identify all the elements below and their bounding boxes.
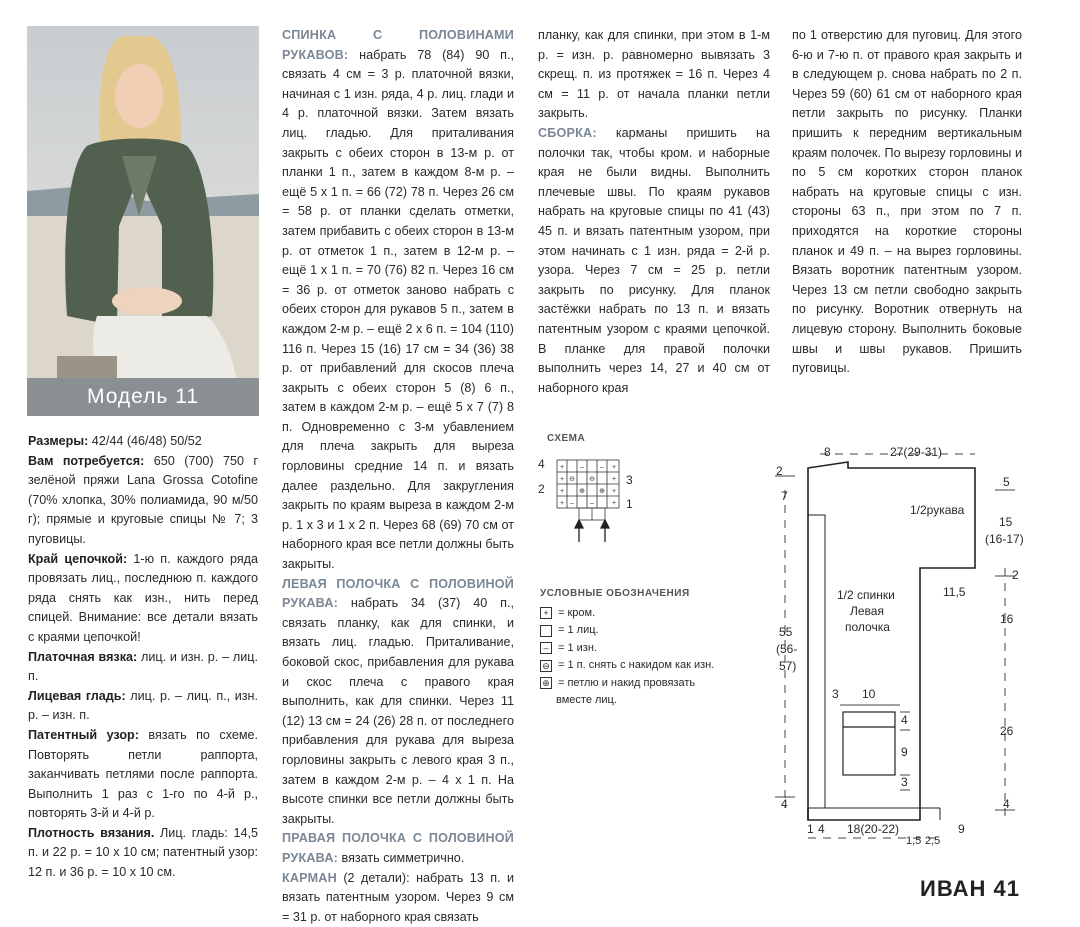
dim-label: 3 xyxy=(901,775,908,789)
dim-label: 5 xyxy=(1003,475,1010,489)
garter-text: лиц. и изн. р. – лиц. п. xyxy=(28,649,258,684)
scheme-row-1: 1 xyxy=(626,497,633,511)
assembly-text: карманы пришить на полочки так, чтобы кром. и наборные края не были видны. Выполнить плечевые швы. По краям рукавов набрать на круговые спицы по 41 (43) 45 п. и вязать патентным узором, при этом начинать с 1 изн. ряда = 2-й р. узора. Через 7 см = 25 р. петли закрыть по рисунку. Для планок застёжки набрать по 13 п. и вязать патентным узором с краями цепочкой. В планке для правой полочки выполнить через 14, 27 и 40 см от наборного края xyxy=(538,125,770,395)
dim-label: 57) xyxy=(779,659,797,673)
back-text: набрать 78 (84) 90 п., связать 4 см = 3 р. платочной вязки, начиная с 1 изн. ряда, 4 р. лиц. глади и 4 р. платочной вязки. Затем вязать лиц. гладью. Для приталивания закрыть с обеих сторон в 13-м р. от планки 1 п., затем в каждом 8-м р. – ещё 5 х 1 п. = 66 (72) 78 п. Через 26 см = 58 р. от планки сделать отметки, затем прибавить с обеих сторон в 13-м р. от отметок 1 п., затем в 12-м р. – ещё 1 х 1 п. = 70 (76) 82 п. Через 16 см = 36 р. от отметок заново набрать с обеих сторон для рукавов 5 п., затем в каждом 2-м р. – ещё 2 х 6 п. = 104 (110) 116 п. Через 15 (16) 17 см = 34 (36) 38 р. от прибавлений для скосов плеча закрыть с обеих сторон 5 (8) 6 п., затем в каждом 2-м р. – ещё 5 х 7 (7) 8 п. Одновременно с 3-м убавлением для плеча закрыть для выреза горловины средние 14 п. и вязать далее раздельно. Для закругления закрыть по краям выреза в каждом 2-м р. 1 х 3 и 1 х 2 п. Через 68 (69) 70 см от наборного края все петли должны быть закрыты. xyxy=(282,47,514,572)
svg-text:–: – xyxy=(570,500,574,507)
piece-label: 1/2рукава xyxy=(910,503,965,517)
dim-label: 3 xyxy=(832,687,839,701)
density-text: Лиц. гладь: 14,5 п. и 22 р. = 10 х 10 см; патентный узор: 12 п. и 36 р. = 10 х 10 см. xyxy=(28,825,258,880)
model-photo-image xyxy=(27,26,259,416)
edge-stitch-icon: + xyxy=(540,607,552,619)
dim-label: 9 xyxy=(958,822,965,836)
scheme-title: СХЕМА xyxy=(547,433,586,444)
dim-label: 27(29-31) xyxy=(890,445,943,459)
assembly-heading: СБОРКА: xyxy=(538,125,597,140)
scheme-row-4: 4 xyxy=(538,457,545,471)
dim-label: 4 xyxy=(901,713,908,727)
legend-item: вместе лиц. xyxy=(556,694,617,706)
dim-label: 1,5 xyxy=(906,835,922,847)
right-front-text: вязать симметрично. xyxy=(338,850,465,865)
legend xyxy=(540,585,714,710)
back-heading: СПИНКА С ПОЛОВИНАМИ РУКАВОВ: xyxy=(282,28,514,62)
knit-together-icon: ⊕ xyxy=(540,677,552,689)
dim-label: (16-17) xyxy=(985,532,1024,546)
column-back-fronts xyxy=(282,26,514,927)
svg-text:⊕: ⊕ xyxy=(599,488,605,495)
density-label: Плотность вязания. xyxy=(28,825,155,840)
column-materials xyxy=(28,432,258,883)
dim-label: 26 xyxy=(1000,724,1014,738)
legend-item: = 1 лиц. xyxy=(540,622,714,640)
knit-stitch-icon xyxy=(540,625,552,637)
legend-item: ⊕ = петлю и накид провязать xyxy=(540,675,714,693)
svg-text:–: – xyxy=(590,500,594,507)
svg-text:+: + xyxy=(559,500,565,507)
svg-text:+: + xyxy=(611,476,617,483)
dim-label: (56- xyxy=(776,642,798,656)
sizes-text: 42/44 (46/48) 50/52 xyxy=(88,434,202,448)
dim-label: 4 xyxy=(781,797,788,811)
scheme-row-3: 3 xyxy=(626,473,633,487)
dim-label: 7 xyxy=(781,489,788,503)
svg-text:+: + xyxy=(559,488,565,495)
dim-label: 2 xyxy=(1012,568,1019,582)
left-front-heading: ЛЕВАЯ ПОЛОЧКА С ПОЛОВИНОЙ РУКАВА: xyxy=(282,576,514,611)
dim-label: 9 xyxy=(901,745,908,759)
model-photo xyxy=(27,26,259,416)
column-assembly xyxy=(538,26,770,398)
left-front-text: набрать 34 (37) 40 п., связать планку, как для спинки, и вязать лиц. гладью. Приталивание, боковой скос, прибавления для рукава и скос плеча с правого края выполнить, как для спинки. Через 11 (12) 13 см = 24 (26) 28 п. от последнего прибавления для рукава для выреза горловины закрыть с левого края 3 п., затем в каждом 2-м р. – 4 х 1 п. На высоте спинки все петли должны быть закрыты. xyxy=(282,596,514,826)
sizes-label: Размеры: xyxy=(28,434,89,448)
right-front-heading: ПРАВАЯ ПОЛОЧКА С ПОЛОВИНОЙ РУКАВА: xyxy=(282,831,514,865)
dim-label: 55 xyxy=(779,625,793,639)
dim-label: 16 xyxy=(1000,612,1014,626)
svg-text:–: – xyxy=(600,464,604,471)
purl-stitch-icon: – xyxy=(540,642,552,654)
model-caption: Модель 11 xyxy=(27,378,259,416)
svg-text:⊖: ⊖ xyxy=(589,476,595,483)
dim-label: 8 xyxy=(824,445,831,459)
dim-label: 2,5 xyxy=(925,835,941,847)
stockinette-text: лиц. р. – лиц. п., изн. р. – изн. п. xyxy=(28,688,258,723)
pocket-heading: КАРМАН xyxy=(282,870,337,885)
materials-label: Вам потребуется: xyxy=(28,453,145,468)
legend-item: ⊖ = 1 п. снять с накидом как изн. xyxy=(540,657,714,675)
page-footer: ИВАН 41 xyxy=(920,876,1020,901)
dim-label: 11,5 xyxy=(943,585,966,599)
svg-text:+: + xyxy=(559,464,565,471)
pocket-text: (2 детали): набрать 13 п. и вязать патентным узором. Через 9 см = 31 р. от наборного края связать xyxy=(282,870,514,924)
finishing-text: по 1 отверстию для пуговиц. Для этого 6-ю и 7-ю п. от правого края закрыть и в следующем р. снова набрать по 2 п. Через 59 (60) 61 см от наборного края петли закрыть по рисунку. Планки пришить к передним вертикальным краям полочек. По вырезу горловины и по 5 см коротких сторон планок набрать на круговые спицы с изн. стороны 63 п., при этом по 7 п. приходятся на короткие стороны планок и 49 п. – на вырез горловины. Вязать воротник патентным узором. Через 13 см петли свободно закрыть по рисунку. Воротник отвернуть на лицевую сторону. Выполнить боковые швы и швы рукавов. Пришить пуговицы. xyxy=(792,28,1022,376)
svg-text:+: + xyxy=(559,476,565,483)
slip-yo-icon: ⊖ xyxy=(540,660,552,672)
svg-text:+: + xyxy=(611,488,617,495)
svg-text:–: – xyxy=(580,464,584,471)
stockinette-label: Лицевая гладь: xyxy=(28,688,126,703)
edge-label: Край цепочкой: xyxy=(28,551,128,566)
legend-title: УСЛОВНЫЕ ОБОЗНАЧЕНИЯ xyxy=(540,588,690,599)
edge-text: 1-ю п. каждого ряда провязать лиц., последнюю п. каждого ряда снять как изн., нить перед спицей. Внимание: все детали вязать с краями цепочкой! xyxy=(28,551,258,644)
piece-label: Левая xyxy=(850,604,884,618)
piece-label: 1/2 спинки xyxy=(837,588,895,602)
dim-label: 1 xyxy=(807,822,814,836)
scheme-block xyxy=(535,430,645,550)
piece-label: полочка xyxy=(845,620,890,634)
dim-label: 15 xyxy=(999,515,1013,529)
garter-label: Платочная вязка: xyxy=(28,649,138,664)
pocket-continued-text: планку, как для спинки, при этом в 1-м р. = изн. р. равномерно вывязать 3 скрещ. п. из протяжек = 16 п. Через 4 см = 11 р. от начала планки петли закрыть. xyxy=(538,28,770,121)
rib-text: вязать по схеме. Повторять петли раппорта, заканчивать петлями после раппорта. Выполнить 1 раз с 1-го по 4-й р., повторять 3-й и 4-й р. xyxy=(28,727,259,821)
dim-label: 2 xyxy=(776,464,783,478)
legend-item: + = кром. xyxy=(540,605,714,623)
svg-text:+: + xyxy=(611,464,617,471)
svg-text:⊖: ⊖ xyxy=(569,476,575,483)
legend-item: – = 1 изн. xyxy=(540,640,714,658)
materials-text: 650 (700) 750 г зелёной пряжи Lana Grossa Cotofine (70% хлопка, 30% полиамида, 90 м/50 г); прямые и круговые спицы № 7; 3 пуговицы. xyxy=(28,453,259,546)
rib-label: Патентный узор: xyxy=(28,727,139,742)
svg-text:+: + xyxy=(611,500,617,507)
dim-label: 4 xyxy=(1003,797,1010,811)
dim-label: 18(20-22) xyxy=(847,822,900,836)
column-finishing xyxy=(792,26,1022,379)
dim-label: 10 xyxy=(862,687,876,701)
dim-label: 4 xyxy=(818,822,825,836)
scheme-row-2: 2 xyxy=(538,482,545,496)
svg-text:⊕: ⊕ xyxy=(579,488,585,495)
